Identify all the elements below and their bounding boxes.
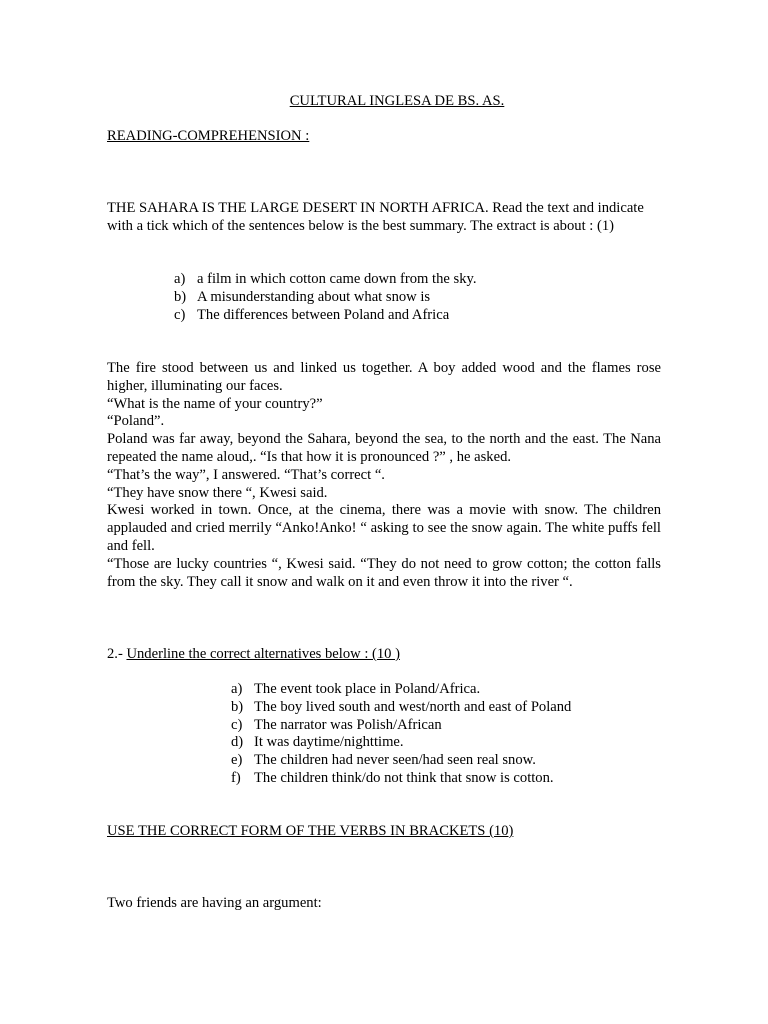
passage-line: The fire stood between us and linked us together. A boy added wood and the flames rose higher, illuminating our faces. <box>107 360 661 394</box>
list-item <box>231 752 571 770</box>
list-marker: c) <box>231 716 243 733</box>
list-marker: f) <box>231 769 241 786</box>
list-item <box>174 307 477 325</box>
passage-line: Kwesi worked in town. Once, at the cinema, there was a movie with snow. The children applauded and cried merrily “Anko!Anko! “ asking to see the snow again. The white puffs fell and fell. <box>107 502 661 554</box>
list-item <box>231 770 571 788</box>
passage-line: “What is the name of your country?” <box>107 395 323 412</box>
question-4-text: Two friends are having an argument: <box>107 895 322 911</box>
list-text: It was daytime/nighttime. <box>254 734 404 751</box>
section-heading: READING-COMPREHENSION : <box>107 128 310 144</box>
list-marker: d) <box>231 734 244 751</box>
list-text: The boy lived south and west/north and east of Poland <box>254 698 572 715</box>
list-marker: b) <box>231 698 244 715</box>
list-item <box>231 699 571 717</box>
reading-passage <box>107 360 661 591</box>
list-item <box>174 289 477 307</box>
list-text: The children think/do not think that snow is cotton. <box>254 769 554 786</box>
list-marker: b) <box>174 288 187 305</box>
passage-line: “Those are lucky countries “, Kwesi said. “They do not need to grow cotton; the cotton falls from the sky. They call it snow and walk on it and even throw it into the river “. <box>107 555 661 590</box>
list-text: A misunderstanding about what snow is <box>197 288 431 305</box>
list-item <box>174 271 477 289</box>
intro-paragraph: THE SAHARA IS THE LARGE DESERT IN NORTH AFRICA. Read the text and indicate with a tick which of the sentences below is the best summary. The extract is about : (1) <box>107 200 644 234</box>
list-marker: c) <box>174 306 186 323</box>
list-text: The differences between Poland and Africa <box>197 306 450 323</box>
list-marker: e) <box>231 752 243 769</box>
passage-line: “That’s the way”, I answered. “That’s correct “. <box>107 466 385 483</box>
document-title: CULTURAL INGLESA DE BS. AS. <box>289 93 505 109</box>
list-marker: a) <box>174 271 186 287</box>
question-number: 2.- <box>107 646 123 662</box>
passage-line: “Poland”. <box>107 413 165 430</box>
list-text: The children had never seen/had seen real snow. <box>254 752 536 769</box>
question-3-heading: USE THE CORRECT FORM OF THE VERBS IN BRACKETS (10) <box>107 823 514 839</box>
question-instruction: Underline the correct alternatives below : (10 ) <box>126 646 400 662</box>
list-item <box>231 734 571 752</box>
question-2-heading <box>107 646 400 663</box>
list-marker: a) <box>231 681 243 697</box>
alternatives-list <box>231 681 571 788</box>
list-item <box>231 717 571 735</box>
passage-line: “They have snow there “, Kwesi said. <box>107 484 328 501</box>
list-text: a film in which cotton came down from the sky. <box>197 271 477 287</box>
list-text: The narrator was Polish/African <box>254 716 442 733</box>
list-text: The event took place in Poland/Africa. <box>254 681 481 697</box>
list-item <box>231 681 571 699</box>
summary-options-list <box>174 271 477 324</box>
passage-line: Poland was far away, beyond the Sahara, beyond the sea, to the north and the east. The Nana repeated the name aloud,. “Is that how it is pronounced ?” , he asked. <box>107 431 661 465</box>
